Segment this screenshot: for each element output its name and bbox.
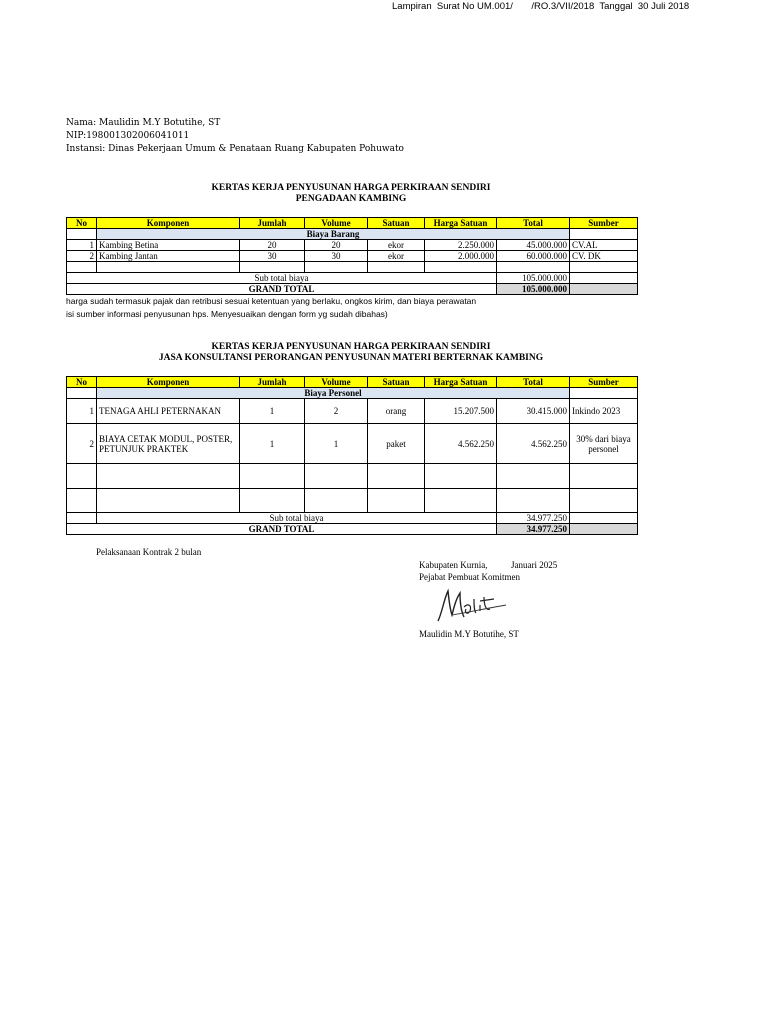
col-komponen: Komponen — [97, 218, 240, 229]
col-sumber: Sumber — [570, 377, 638, 388]
row-komponen: Kambing Betina — [97, 240, 240, 251]
row-volume: 2 — [305, 399, 368, 424]
row-harga: 15.207.500 — [425, 399, 497, 424]
col-no: No — [67, 377, 97, 388]
row-harga: 4.562.250 — [425, 424, 497, 464]
table1-title-line1: KERTAS KERJA PENYUSUNAN HARGA PERKIRAAN SENDIRI — [211, 183, 491, 193]
row-komponen: Kambing Jantan — [97, 251, 240, 262]
section-label: Biaya Personel — [97, 388, 570, 399]
signatory-role: Pejabat Pembuat Komitmen — [419, 572, 520, 582]
table-row-empty — [67, 262, 638, 273]
subtotal-label: Sub total biaya — [67, 273, 497, 284]
row-total: 60.000.000 — [497, 251, 570, 262]
table2-header-row — [67, 377, 638, 388]
col-total: Total — [497, 377, 570, 388]
row-satuan: paket — [368, 424, 425, 464]
col-total: Total — [497, 218, 570, 229]
subtotal-row — [67, 273, 638, 284]
row-total: 45.000.000 — [497, 240, 570, 251]
subtotal-label: Sub total biaya — [97, 513, 497, 524]
col-jumlah: Jumlah — [240, 218, 305, 229]
row-jumlah: 20 — [240, 240, 305, 251]
row-total: 30.415.000 — [497, 399, 570, 424]
col-harga-satuan: Harga Satuan — [425, 377, 497, 388]
row-satuan: orang — [368, 399, 425, 424]
row-no: 2 — [67, 251, 97, 262]
section-row — [67, 229, 638, 240]
note-line-2: isi sumber informasi penyusunan hps. Menyesuaikan dengan form yg sudah dibahas) — [66, 309, 388, 319]
signature-image — [434, 585, 514, 627]
table1-title — [66, 183, 636, 205]
grand-total-label: GRAND TOTAL — [67, 524, 497, 535]
row-volume: 1 — [305, 424, 368, 464]
table-row — [67, 240, 638, 251]
row-komponen: BIAYA CETAK MODUL, POSTER, PETUNJUK PRAKTEK — [97, 424, 240, 464]
row-volume: 30 — [305, 251, 368, 262]
row-sumber: 30% dari biaya personel — [570, 424, 638, 464]
signatory-name: Maulidin M.Y Botutihe, ST — [419, 629, 519, 639]
table-row — [67, 251, 638, 262]
date: Januari 2025 — [511, 560, 558, 570]
attachment-reference: Lampiran Surat No UM.001/ /RO.3/VII/2018 Tanggal 30 Juli 2018 — [392, 1, 690, 12]
row-harga: 2.250.000 — [425, 240, 497, 251]
table-row — [67, 424, 638, 464]
col-harga-satuan: Harga Satuan — [425, 218, 497, 229]
table1-title-line2: PENGADAAN KAMBING — [295, 194, 407, 204]
table2-title-line1: KERTAS KERJA PENYUSUNAN HARGA PERKIRAAN SENDIRI — [211, 342, 491, 352]
grand-total-value: 105.000.000 — [497, 284, 570, 295]
col-jumlah: Jumlah — [240, 377, 305, 388]
grand-total-row — [67, 284, 638, 295]
table-pengadaan-kambing — [66, 217, 638, 295]
note-line-1: harga sudah termasuk pajak dan retribusi sesuai ketentuan yang berlaku, ongkos kirim, dan biaya perawatan — [66, 296, 477, 306]
table-row-empty — [67, 489, 638, 513]
grand-total-label: GRAND TOTAL — [67, 284, 497, 295]
row-no: 1 — [67, 399, 97, 424]
table-jasa-konsultansi — [66, 376, 638, 535]
row-harga: 2.000.000 — [425, 251, 497, 262]
row-no: 2 — [67, 424, 97, 464]
table2-title-line2: JASA KONSULTANSI PERORANGAN PENYUSUNAN MATERI BERTERNAK KAMBING — [158, 353, 544, 363]
col-volume: Volume — [305, 218, 368, 229]
agency-line: Instansi: Dinas Pekerjaan Umum & Penataan Ruang Kabupaten Pohuwato — [66, 144, 404, 154]
subtotal-value: 105.000.000 — [497, 273, 570, 284]
col-satuan: Satuan — [368, 377, 425, 388]
row-volume: 20 — [305, 240, 368, 251]
grand-total-row — [67, 524, 638, 535]
row-total: 4.562.250 — [497, 424, 570, 464]
row-jumlah: 1 — [240, 424, 305, 464]
col-komponen: Komponen — [97, 377, 240, 388]
subtotal-value: 34.977.250 — [497, 513, 570, 524]
row-satuan: ekor — [368, 251, 425, 262]
col-satuan: Satuan — [368, 218, 425, 229]
col-no: No — [67, 218, 97, 229]
section-label: Biaya Barang — [97, 229, 570, 240]
row-komponen: TENAGA AHLI PETERNAKAN — [97, 399, 240, 424]
section-row — [67, 388, 638, 399]
col-volume: Volume — [305, 377, 368, 388]
row-jumlah: 1 — [240, 399, 305, 424]
name-line: Nama: Maulidin M.Y Botutihe, ST — [66, 118, 221, 128]
row-sumber: CV. DK — [570, 251, 638, 262]
subtotal-row — [67, 513, 638, 524]
nip-line: NIP:198001302006041011 — [66, 131, 190, 141]
row-no: 1 — [67, 240, 97, 251]
row-satuan: ekor — [368, 240, 425, 251]
pelaksanaan-note: Pelaksanaan Kontrak 2 bulan — [96, 547, 202, 557]
table2-title — [66, 342, 636, 364]
row-sumber: CV.AL — [570, 240, 638, 251]
row-jumlah: 30 — [240, 251, 305, 262]
table-row-empty — [67, 464, 638, 489]
col-sumber: Sumber — [570, 218, 638, 229]
grand-total-value: 34.977.250 — [497, 524, 570, 535]
place: Kabupaten Kurnia, — [419, 560, 488, 570]
table-row — [67, 399, 638, 424]
table1-header-row — [67, 218, 638, 229]
row-sumber: Inkindo 2023 — [570, 399, 638, 424]
